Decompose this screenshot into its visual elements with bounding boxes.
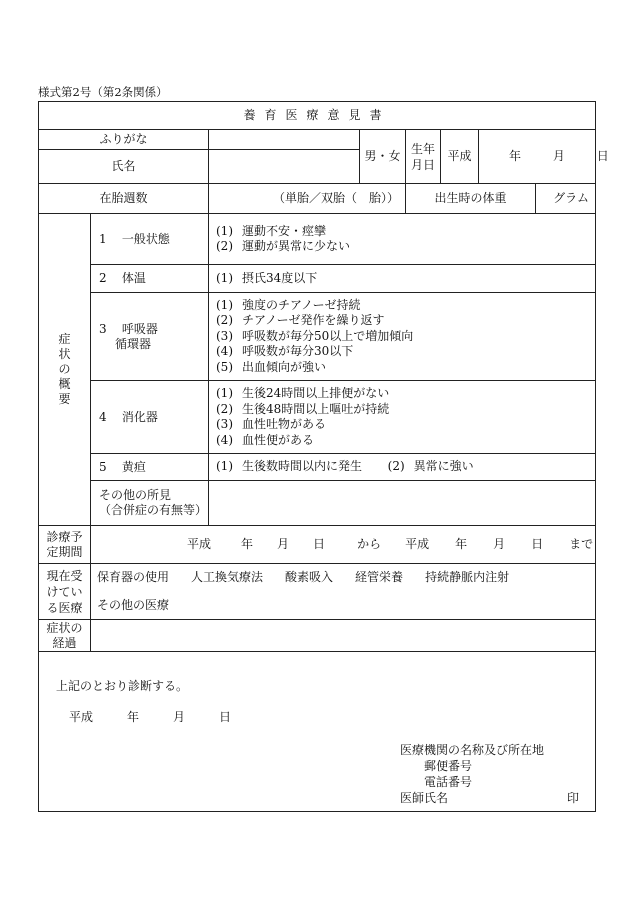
option-text: 異常に強い xyxy=(413,459,474,474)
symptom-option[interactable] xyxy=(216,459,362,473)
symptom-option[interactable] xyxy=(216,329,595,345)
symptom-options-general xyxy=(209,214,596,265)
symptom-category-general xyxy=(91,214,209,265)
symptom-category-jaundice xyxy=(91,454,209,481)
option-text: チアノーゼ発作を繰り返す xyxy=(242,313,385,328)
birthdate-era: 平成 xyxy=(441,130,479,184)
care-option-other[interactable]: その他の医療 xyxy=(91,592,596,620)
other-findings-field[interactable] xyxy=(209,481,596,526)
current-care-label-line: る医療 xyxy=(46,600,83,615)
symptom-option[interactable] xyxy=(216,360,595,376)
period-end-day: 日 xyxy=(531,537,544,551)
symptom-option[interactable] xyxy=(216,433,595,449)
option-number: (2) xyxy=(216,239,233,253)
birth-weight-label: 出生時の体重 xyxy=(406,184,536,214)
care-option-tube-feeding[interactable]: 経管栄養 xyxy=(355,570,404,585)
option-number: (1) xyxy=(216,297,233,312)
symptoms-label-char: の xyxy=(58,362,71,376)
category-label: 呼吸器 xyxy=(121,321,158,336)
option-text: 血性吐物がある xyxy=(242,417,327,431)
birthdate-field[interactable] xyxy=(479,130,609,184)
option-number: (2) xyxy=(387,459,405,474)
option-text: 出血傾向が強い xyxy=(242,359,327,374)
institution-label: 医療機関の名称及び所在地 xyxy=(400,743,545,757)
birthdate-label xyxy=(406,130,441,184)
name-field[interactable] xyxy=(209,150,360,184)
gestation-field[interactable]: （単胎／双胎（ 胎）） xyxy=(209,184,406,214)
care-option-iv-infusion[interactable]: 持続静脈内注射 xyxy=(425,570,510,585)
category-number: 2 xyxy=(99,271,107,285)
symptom-option[interactable] xyxy=(216,271,595,287)
name-label: 氏名 xyxy=(39,150,209,184)
furigana-label: ふりがな xyxy=(39,130,209,150)
care-option-oxygen[interactable]: 酸素吸入 xyxy=(285,570,334,585)
period-label-line2: 定期間 xyxy=(46,544,83,559)
symptom-option[interactable] xyxy=(216,402,595,418)
period-end-era: 平成 xyxy=(405,537,430,551)
certification-block xyxy=(39,652,596,812)
symptoms-label-char: 症 xyxy=(58,332,71,346)
symptoms-label-char: 概 xyxy=(58,377,71,391)
phone-label: 電話番号 xyxy=(424,775,473,789)
category-label: 消化器 xyxy=(121,409,158,424)
symptom-option[interactable] xyxy=(216,224,595,240)
option-text: 強度のチアノーゼ持続 xyxy=(242,297,361,312)
symptoms-section-label xyxy=(39,214,91,526)
category-label-line2: 循環器 xyxy=(115,336,152,351)
seal-mark: 印 xyxy=(567,791,580,805)
current-care-label-line: けてい xyxy=(46,584,83,599)
category-number: 5 xyxy=(99,459,107,474)
period-start-era: 平成 xyxy=(187,537,212,551)
category-label: 一般状態 xyxy=(121,231,170,246)
progress-label-line1: 症状の xyxy=(46,620,83,635)
symptom-option[interactable] xyxy=(216,298,595,314)
symptom-option[interactable] xyxy=(216,386,595,402)
option-number: (1) xyxy=(216,386,233,400)
option-number: (2) xyxy=(216,401,233,416)
option-number: (3) xyxy=(216,328,233,343)
other-findings-label-line2: （合併症の有無等） xyxy=(99,503,208,517)
period-end-year: 年 xyxy=(455,537,468,551)
symptoms-label-char: 状 xyxy=(58,347,71,361)
current-care-label-line: 現在受 xyxy=(46,568,83,583)
option-number: (4) xyxy=(216,432,233,447)
period-start-month: 月 xyxy=(277,537,290,551)
cert-era: 平成 xyxy=(69,710,94,724)
cert-month: 月 xyxy=(173,710,186,724)
period-start-day: 日 xyxy=(313,537,326,551)
birthdate-label-line2: 月日 xyxy=(410,157,435,172)
option-text: 運動が異常に少ない xyxy=(242,239,351,253)
care-option-incubator[interactable]: 保育器の使用 xyxy=(97,570,170,585)
form-title: 養育医療意見書 xyxy=(39,102,596,130)
certification-date[interactable] xyxy=(69,710,231,725)
symptom-option[interactable] xyxy=(216,417,595,433)
symptom-category-digestive xyxy=(91,381,209,454)
cert-year: 年 xyxy=(127,710,140,724)
symptom-options-jaundice xyxy=(209,454,596,481)
period-label-line1: 診療予 xyxy=(46,529,83,544)
symptom-options-respiratory xyxy=(209,293,596,381)
birthdate-label-line1: 生年 xyxy=(410,141,435,156)
category-number: 4 xyxy=(99,409,107,424)
current-care-label xyxy=(39,564,91,620)
period-start-year: 年 xyxy=(241,537,254,551)
symptoms-label-char: 要 xyxy=(58,392,71,406)
symptom-option[interactable] xyxy=(388,459,474,473)
certification-statement: 上記のとおり診断する。 xyxy=(56,679,189,693)
birth-day-unit: 日 xyxy=(596,149,609,163)
option-number: (1) xyxy=(216,459,233,474)
care-option-ventilation[interactable]: 人工換気療法 xyxy=(191,570,264,585)
option-text: 生後24時間以上排便がない xyxy=(242,386,390,400)
other-findings-label xyxy=(91,481,209,526)
gestation-label: 在胎週数 xyxy=(39,184,209,214)
symptom-option[interactable] xyxy=(216,239,595,255)
option-text: 生後数時間以内に発生 xyxy=(242,459,363,474)
progress-label-line2: 経過 xyxy=(52,635,77,650)
category-number: 3 xyxy=(99,321,107,336)
current-care-options xyxy=(91,564,596,592)
option-text: 運動不安・痙攣 xyxy=(242,223,327,238)
option-number: (1) xyxy=(216,270,233,285)
progress-label xyxy=(39,620,91,652)
progress-field[interactable] xyxy=(91,620,596,652)
symptom-option[interactable] xyxy=(216,313,595,329)
option-text: 生後48時間以上嘔吐が持続 xyxy=(242,401,390,416)
symptom-option[interactable] xyxy=(216,344,595,360)
option-number: (5) xyxy=(216,359,233,374)
sex-field[interactable]: 男・女 xyxy=(360,130,406,184)
birth-month-unit: 月 xyxy=(552,149,565,163)
option-text: 摂氏34度以下 xyxy=(242,270,318,285)
birth-year-unit: 年 xyxy=(509,149,522,163)
period-from: から xyxy=(357,537,382,551)
symptom-category-respiratory xyxy=(91,293,209,381)
symptom-options-temperature xyxy=(209,265,596,293)
category-label: 黄疸 xyxy=(121,459,146,474)
treatment-period-label xyxy=(39,526,91,564)
period-until: まで xyxy=(569,537,594,551)
opinion-form xyxy=(38,101,609,812)
option-text: 血性便がある xyxy=(242,432,315,447)
birth-weight-field[interactable]: グラム xyxy=(536,184,596,214)
other-findings-label-line1: その他の所見 xyxy=(99,488,172,502)
symptom-options-digestive xyxy=(209,381,596,454)
option-number: (1) xyxy=(216,223,233,238)
category-label: 体温 xyxy=(121,271,146,285)
cert-day: 日 xyxy=(219,710,232,724)
period-end-month: 月 xyxy=(493,537,506,551)
option-number: (4) xyxy=(216,344,233,359)
option-text: 呼吸数が毎分30以下 xyxy=(242,344,354,359)
option-number: (3) xyxy=(216,417,233,431)
category-number: 1 xyxy=(99,231,107,246)
doctor-name-label: 医師氏名 xyxy=(400,791,449,805)
option-number: (2) xyxy=(216,313,233,328)
postal-label: 郵便番号 xyxy=(424,759,473,773)
form-id: 様式第2号（第2条関係） xyxy=(38,85,168,99)
furigana-field[interactable] xyxy=(209,130,360,150)
symptom-category-temperature xyxy=(91,265,209,293)
option-text: 呼吸数が毎分50以上で増加傾向 xyxy=(242,328,414,343)
treatment-period-field[interactable] xyxy=(91,526,596,564)
